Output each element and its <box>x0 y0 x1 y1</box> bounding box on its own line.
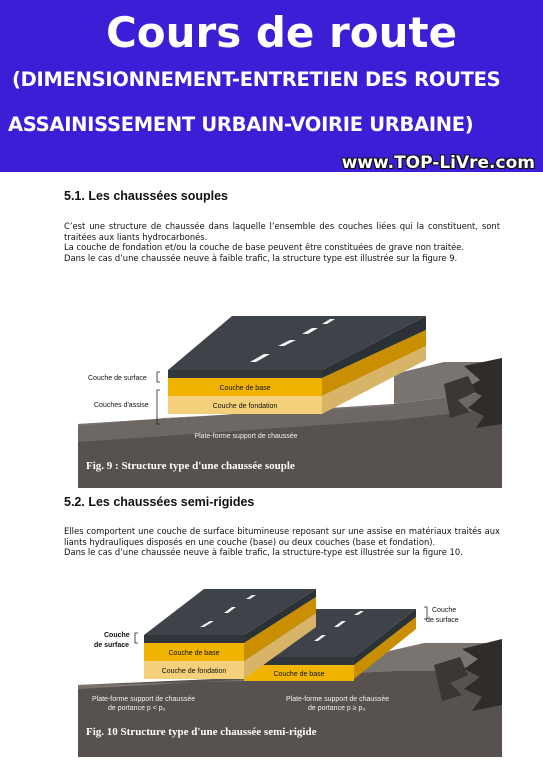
section2-heading: 5.2. Les chaussées semi-rigides <box>64 495 255 509</box>
banner-subtitle-line1: (DIMENSIONNEMENT-ENTRETIEN DES ROUTES <box>12 68 501 91</box>
title-banner <box>0 0 543 172</box>
figure-10 <box>64 585 502 757</box>
section2-paragraph: Elles comportent une couche de surface bitumineuse reposant sur une assise en matériaux traités aux liants hydrauliques disposés en une couche (base) ou deux couches (base et fondation). <box>64 526 500 547</box>
section2-text <box>64 526 500 558</box>
layer-label-right-base: Couche de base <box>273 671 325 678</box>
label-right-surface-1: Couche <box>432 607 457 614</box>
label-couches-assise: Couches d'assise <box>94 402 149 409</box>
banner-title: Cours de route <box>105 8 458 57</box>
section1-heading: 5.1. Les chaussées souples <box>64 189 228 203</box>
label-couche-surface: Couche de surface <box>88 375 147 382</box>
platform-label: Plate-forme support de chaussée <box>194 433 298 440</box>
section1-paragraph: C’est une structure de chaussée dans laquelle l’ensemble des couches liées qui la constituent, sont traitées aux liants hydrocarbonés. <box>64 221 500 242</box>
section2-paragraph: Dans le cas d’une chaussée neuve à faible trafic, la structure-type est illustrée sur la figure 10. <box>64 547 463 558</box>
section1-paragraph: Dans le cas d’une chaussée neuve à faible trafic, la structure type est illustrée sur la figure 9. <box>64 252 458 263</box>
layer-label-base: Couche de base <box>219 385 271 392</box>
layer-label-fondation: Couche de fondation <box>212 403 278 410</box>
figure-9-caption: Fig. 9 : Structure type d'une chaussée souple <box>86 460 295 472</box>
figure-10-caption: Fig. 10 Structure type d'une chaussée semi-rigide <box>86 726 317 738</box>
figure-9 <box>64 296 502 488</box>
platform-right-line2: de portance p ≥ p₃ <box>308 705 366 712</box>
platform-left-line2: de portance p < p₃ <box>108 705 166 712</box>
platform-right-line1: Plate-forme support de chaussée <box>286 696 390 703</box>
label-left-surface-2: de surface <box>94 642 130 649</box>
label-right-surface-2: de surface <box>426 617 459 624</box>
layer-label-left-base: Couche de base <box>168 650 220 657</box>
figure-10-illustration <box>64 585 502 757</box>
platform-left-line1: Plate-forme support de chaussée <box>92 696 196 703</box>
section1-paragraph: La couche de fondation et/ou la couche de base peuvent être constituées de grave non traitée. <box>64 242 465 253</box>
label-left-surface-1: Couche <box>104 632 130 639</box>
website-link[interactable]: www.TOP-LiVre.com <box>341 153 535 173</box>
layer-label-left-fondation: Couche de fondation <box>161 668 227 675</box>
figure-9-illustration <box>64 296 502 488</box>
banner-subtitle-line2: ASSAINISSEMENT URBAIN-VOIRIE URBAINE) <box>8 113 474 136</box>
section1-text <box>64 221 500 263</box>
